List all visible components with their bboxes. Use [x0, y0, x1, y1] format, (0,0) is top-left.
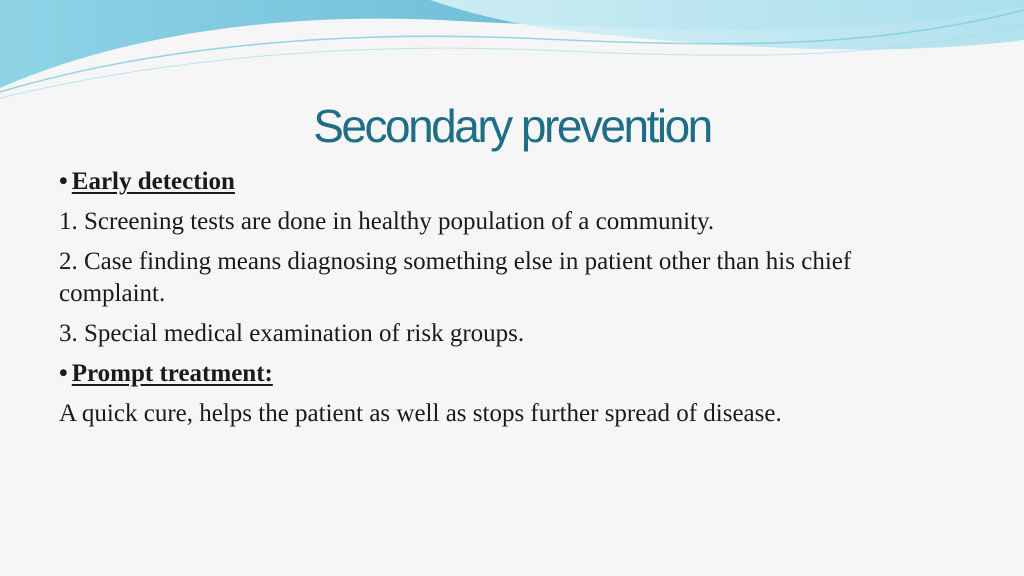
list-item-screening: 1. Screening tests are done in healthy population of a community.: [59, 208, 715, 235]
heading-prompt-treatment-text: Prompt treatment:: [71, 360, 273, 387]
closing-text: A quick cure, helps the patient as well as stops further spread of disease.: [59, 400, 782, 427]
bullet-icon: •: [59, 168, 68, 195]
slide-title: Secondary prevention: [313, 100, 711, 152]
heading-early-detection-text: Early detection: [71, 168, 235, 195]
list-item-case-finding: 2. Case finding means diagnosing something else in patient other than his chief complaint.: [59, 248, 852, 307]
decorative-wave: [0, 0, 1024, 110]
heading-early-detection: [59, 166, 959, 198]
heading-prompt-treatment: [59, 358, 959, 390]
list-item-special-exam: 3. Special medical examination of risk groups.: [59, 320, 525, 347]
slide-body: [59, 166, 959, 438]
bullet-icon: •: [59, 360, 68, 387]
